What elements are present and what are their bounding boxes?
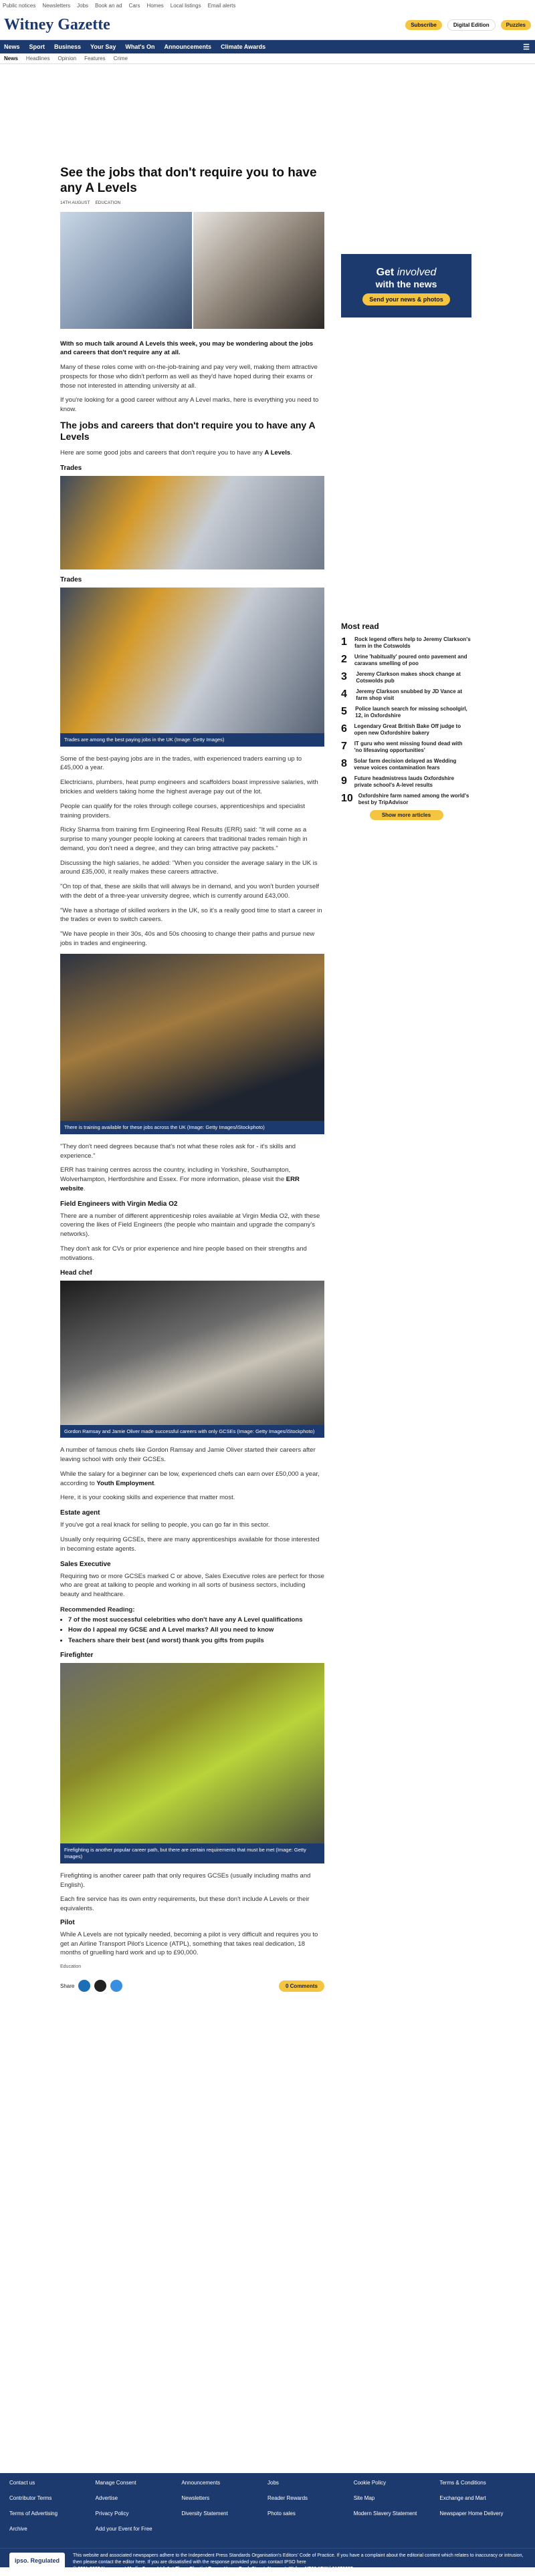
paragraph: Electricians, plumbers, heat pump engineers and scaffolders boast impressive salaries, with brickies and welders taking home the highest average pay out of the lot. (60, 779, 318, 796)
most-read (341, 622, 471, 820)
youth-employment-link[interactable]: Youth Employment (96, 1479, 154, 1487)
footer-link[interactable]: Cookie Policy (353, 2480, 387, 2486)
share-bar (60, 1980, 324, 1992)
comments-button[interactable]: 0 Comments (279, 1980, 324, 1992)
paragraph: Each fire service has its own entry requirements, but these don't include A Levels or their equivalents. (60, 1896, 310, 1913)
puzzles-button[interactable]: Puzzles (501, 20, 531, 30)
subnav-item[interactable]: Headlines (25, 55, 50, 61)
paragraph: If you're looking for a good career without any A Level marks, here is everything you need to know. (60, 396, 319, 414)
top-link[interactable]: Cars (128, 2, 140, 9)
bluesky-icon[interactable] (110, 1980, 122, 1992)
paragraph: They don't ask for CVs or prior experience and hire people based on their strengths and motivations. (60, 1245, 307, 1262)
image-caption: Firefighting is another popular career path, but there are certain requirements that must be met (Image: Getty Images) (60, 1843, 324, 1863)
trades-image-1 (60, 476, 324, 569)
article-title: See the jobs that don't require you to have any A Levels (60, 166, 317, 195)
most-read-item[interactable]: 4 Jeremy Clarkson snubbed by JD Vance at farm shop visit (341, 688, 462, 701)
paragraph: "We have a shortage of skilled workers in the UK, so it's a really good time to start a career in the trades or even to switch careers. (60, 906, 322, 924)
footer-link[interactable]: Terms of Advertising (9, 2510, 58, 2517)
top-link[interactable]: Newsletters (42, 2, 71, 9)
recommended-link[interactable]: • How do I appeal my GCSE and A Level marks? All you need to know (68, 1626, 324, 1634)
top-link[interactable]: Email alerts (207, 2, 236, 9)
sidebar (341, 254, 471, 824)
paragraph: Many of these roles come with on-the-job-training and pay very well, making them attractive prospects for those who didn't perform as well as they'd have hoped during their exams or those not interested in attending university at all. (60, 364, 318, 390)
footer-link[interactable]: Newsletters (181, 2495, 210, 2501)
firefighter-image (60, 1663, 324, 1863)
footer (0, 2473, 535, 2571)
nav-item[interactable]: Sport (29, 43, 45, 50)
footer-link[interactable]: Announcements (181, 2480, 221, 2486)
lead-image-left (60, 212, 192, 329)
section-heading: The jobs and careers that don't require you to have any A Levels (60, 419, 316, 442)
paragraph: If you've got a real knack for selling to people, you can go far in this sector. (60, 1521, 270, 1529)
nav-item[interactable]: Business (54, 43, 82, 50)
most-read-item[interactable]: 3 Jeremy Clarkson makes shock change at Cotswolds pub (341, 671, 461, 684)
subheading: Trades (60, 575, 82, 584)
top-link[interactable]: Local listings (170, 2, 201, 9)
x-icon[interactable] (94, 1980, 106, 1992)
paragraph: A number of famous chefs like Gordon Ramsay and Jamie Oliver started their careers after leaving school with only their GCSEs. (60, 1446, 316, 1464)
legal-text: This website and associated newspapers adhere to the Independent Press Standards Organisation's Editors' Code of Practice. If you have a complaint about the editorial content which relates to inaccuracy or intrusion, then please contact the editor here. If you are dissatisfied with the response provided you can contact IPSO here (73, 2553, 524, 2565)
paragraph: While A Levels are not typically needed, becoming a pilot is very difficult and requires you to get an Airline Transport Pilot's Licence (ATPL), something that takes real dedication, 18 months of gruelling hard work and up to £90,000. (60, 1930, 318, 1957)
nav-item[interactable]: What's On (125, 43, 155, 50)
article-meta (60, 201, 324, 205)
digital-edition-button[interactable]: Digital Edition (447, 19, 496, 31)
a-levels-link[interactable]: A Levels (264, 448, 291, 457)
paragraph: Requiring two or more GCSEs marked C or above, Sales Executive roles are perfect for those who are great at talking to people and working in all sorts of business sectors, including beauty and healthcare. (60, 1572, 324, 1599)
site-logo[interactable]: Witney Gazette (4, 16, 110, 33)
subnav-item[interactable]: Crime (113, 55, 128, 61)
lead-image (60, 212, 324, 329)
subheading: Pilot (60, 1918, 75, 1926)
most-read-item[interactable]: 8 Solar farm decision delayed as Wedding venue voices contamination fears (341, 758, 457, 771)
recommended-link[interactable]: • 7 of the most successful celebrities who don't have any A Level qualifications (68, 1616, 324, 1624)
footer-legal (0, 2548, 535, 2576)
article (60, 166, 324, 1992)
intro: With so much talk around A Levels this week, you may be wondering about the jobs and careers that don't require any at all. (60, 340, 314, 357)
paragraph: Here, it is your cooking skills and experience that matter most. (60, 1494, 235, 1502)
footer-link[interactable]: Newspaper Home Delivery (439, 2510, 504, 2517)
top-link[interactable]: Book an ad (95, 2, 122, 9)
most-read-item[interactable]: 6 Legendary Great British Bake Off judge to open new Oxfordshire bakery (341, 723, 461, 736)
most-read-item[interactable]: 10 Oxfordshire farm named among the world's best by TripAdvisor (341, 793, 469, 805)
chef-image (60, 1281, 324, 1438)
subheading: Field Engineers with Virgin Media O2 (60, 1200, 178, 1208)
training-image (60, 954, 324, 1134)
show-more-button[interactable]: Show more articles (370, 810, 443, 820)
most-read-item[interactable]: 1 Rock legend offers help to Jeremy Clarkson's farm in the Cotswolds (341, 636, 471, 649)
paragraph: Some of the best-paying jobs are in the trades, with experienced traders earning up to £45,000 a year. (60, 755, 302, 772)
footer-link[interactable]: Contributor Terms (9, 2495, 52, 2501)
most-read-item[interactable]: 2 Urine 'habitually' poured onto pavement and caravans smelling of poo (341, 654, 467, 666)
most-read-item[interactable]: 5 Police launch search for missing schoolgirl, 12, in Oxfordshire (341, 706, 467, 719)
paragraph: ERR has training centres across the country, including in Yorkshire, Southampton, Wolverhampton, Hertfordshire and Essex. For more information, please visit the ERR website. (60, 1166, 300, 1192)
article-date: 14TH AUGUST (60, 200, 90, 205)
paragraph: "We have people in their 30s, 40s and 50s choosing to change their paths and pursue new jobs in trades and engineering. (60, 930, 315, 947)
nav-item[interactable]: News (4, 43, 20, 50)
top-link[interactable]: Public notices (3, 2, 36, 9)
footer-link[interactable]: Add your Event for Free (95, 2526, 152, 2532)
most-read-item[interactable]: 9 Future headmistress lauds Oxfordshire private school's A-level results (341, 775, 455, 788)
menu-icon[interactable]: ☰ (523, 43, 530, 51)
paragraph: While the salary for a beginner can be low, experienced chefs can earn over £50,000 a year, according to Youth Employment. (60, 1470, 320, 1487)
main-nav (0, 40, 535, 53)
share-label: Share (60, 1982, 75, 1989)
footer-link[interactable]: Privacy Policy (95, 2510, 129, 2517)
footer-link[interactable]: Modern Slavery Statement (353, 2510, 417, 2517)
subheading: Estate agent (60, 1509, 100, 1517)
send-news-button[interactable]: Send your news & photos (362, 293, 450, 305)
subheading: Head chef (60, 1269, 92, 1277)
paragraph: People can qualify for the roles through college courses, apprenticeships and specialist training providers. (60, 802, 305, 819)
nav-item[interactable]: Announcements (164, 43, 212, 50)
footer-link[interactable]: Terms & Conditions (439, 2480, 486, 2486)
footer-link[interactable]: Archive (9, 2526, 27, 2532)
recommended-link[interactable]: • Teachers share their best (and worst) thank you gifts from pupils (68, 1637, 324, 1645)
subheading: Trades (60, 464, 82, 472)
masthead (0, 11, 535, 40)
most-read-title: Most read (341, 622, 379, 631)
paragraph: "They don't need degrees because that's not what these roles ask for - it's skills and experience." (60, 1142, 296, 1160)
footer-link[interactable]: Diversity Statement (181, 2510, 228, 2517)
footer-link[interactable]: Exchange and Mart (439, 2495, 486, 2501)
paragraph: Discussing the high salaries, he added: "When you consider the average salary in the UK is around £35,000, it really makes these careers attractive. (60, 859, 318, 876)
ipso-logo[interactable]: ipso. Regulated (9, 2553, 65, 2569)
article-tag[interactable]: EDUCATION (95, 200, 121, 205)
sub-nav (0, 53, 535, 64)
nav-item[interactable]: Climate Awards (221, 43, 266, 50)
subnav-item[interactable]: News (4, 55, 18, 61)
footer-link[interactable]: Contact us (9, 2480, 35, 2486)
image-caption: There is training available for these jobs across the UK (Image: Getty Images/iStockphoto) (60, 1121, 324, 1134)
top-link[interactable]: Homes (146, 2, 164, 9)
paragraph: Usually only requiring GCSEs, there are many apprenticeships available for those interested in becoming estate agents. (60, 1535, 320, 1553)
subnav-item[interactable]: Features (84, 55, 106, 61)
subscribe-button[interactable]: Subscribe (405, 20, 442, 30)
subheading: Firefighter (60, 1651, 94, 1659)
lead-image-right (193, 212, 325, 329)
footer-link[interactable]: Advertise (95, 2495, 118, 2501)
recommended-title: Recommended Reading: (60, 1605, 135, 1614)
recommended-reading (60, 1606, 324, 1645)
footer-link[interactable]: Site Map (353, 2495, 375, 2501)
paragraph: Ricky Sharma from training firm Engineering Real Results (ERR) said: "It will come as a surprise to many younger people looking at careers that traditional trades remain high in demand, you don't need a degree, and they can bring attractive pay packets." (60, 826, 308, 852)
subnav-item[interactable]: Opinion (58, 55, 77, 61)
footer-link[interactable]: Jobs (268, 2480, 279, 2486)
with-the-news: with the news (375, 278, 437, 289)
footer-link[interactable]: Reader Rewards (268, 2495, 308, 2501)
most-read-item[interactable]: 7 IT guru who went missing found dead with 'no lifesaving opportunities' (341, 741, 463, 753)
top-link[interactable]: Jobs (77, 2, 89, 9)
get-involved-title: Get involved (376, 266, 437, 278)
err-website-link[interactable]: ERR website (60, 1176, 300, 1192)
paragraph: Here are some good jobs and careers that don't require you to have any A Levels. (60, 448, 292, 457)
article-footer-tag[interactable]: Education (60, 1964, 82, 1970)
footer-link[interactable]: Photo sales (268, 2510, 296, 2517)
top-links-bar (0, 0, 535, 11)
facebook-icon[interactable] (78, 1980, 90, 1992)
footer-link[interactable]: Manage Consent (95, 2480, 136, 2486)
nav-item[interactable]: Your Say (90, 43, 116, 50)
trades-image-2 (60, 588, 324, 747)
image-caption: Trades are among the best paying jobs in the UK (Image: Getty Images) (60, 733, 324, 747)
paragraph: Firefighting is another career path that only requires GCSEs (usually including maths and English). (60, 1872, 311, 1889)
paragraph: "On top of that, these are skills that will always be in demand, and you won't burden yourself with the debt of a three-year university degree, which is currently around £43,000. (60, 883, 319, 900)
get-involved-box (341, 254, 471, 317)
copyright-text: © 2001-2025 Newsquest Media Group Ltd, 1st Floor, Chartist Tower, Upper Dock Street, Newport, Wales, NP20 1DW | 01676637 (73, 2566, 353, 2571)
paragraph: There are a number of different apprenticeship roles available at Virgin Media O2, with these covering the likes of Field Engineers (the people who maintain and upgrade the company's networks). (60, 1212, 320, 1239)
image-caption: Gordon Ramsay and Jamie Oliver made successful careers with only GCSEs (Image: Getty Images/iStockphoto) (60, 1425, 324, 1438)
subheading: Sales Executive (60, 1560, 111, 1568)
